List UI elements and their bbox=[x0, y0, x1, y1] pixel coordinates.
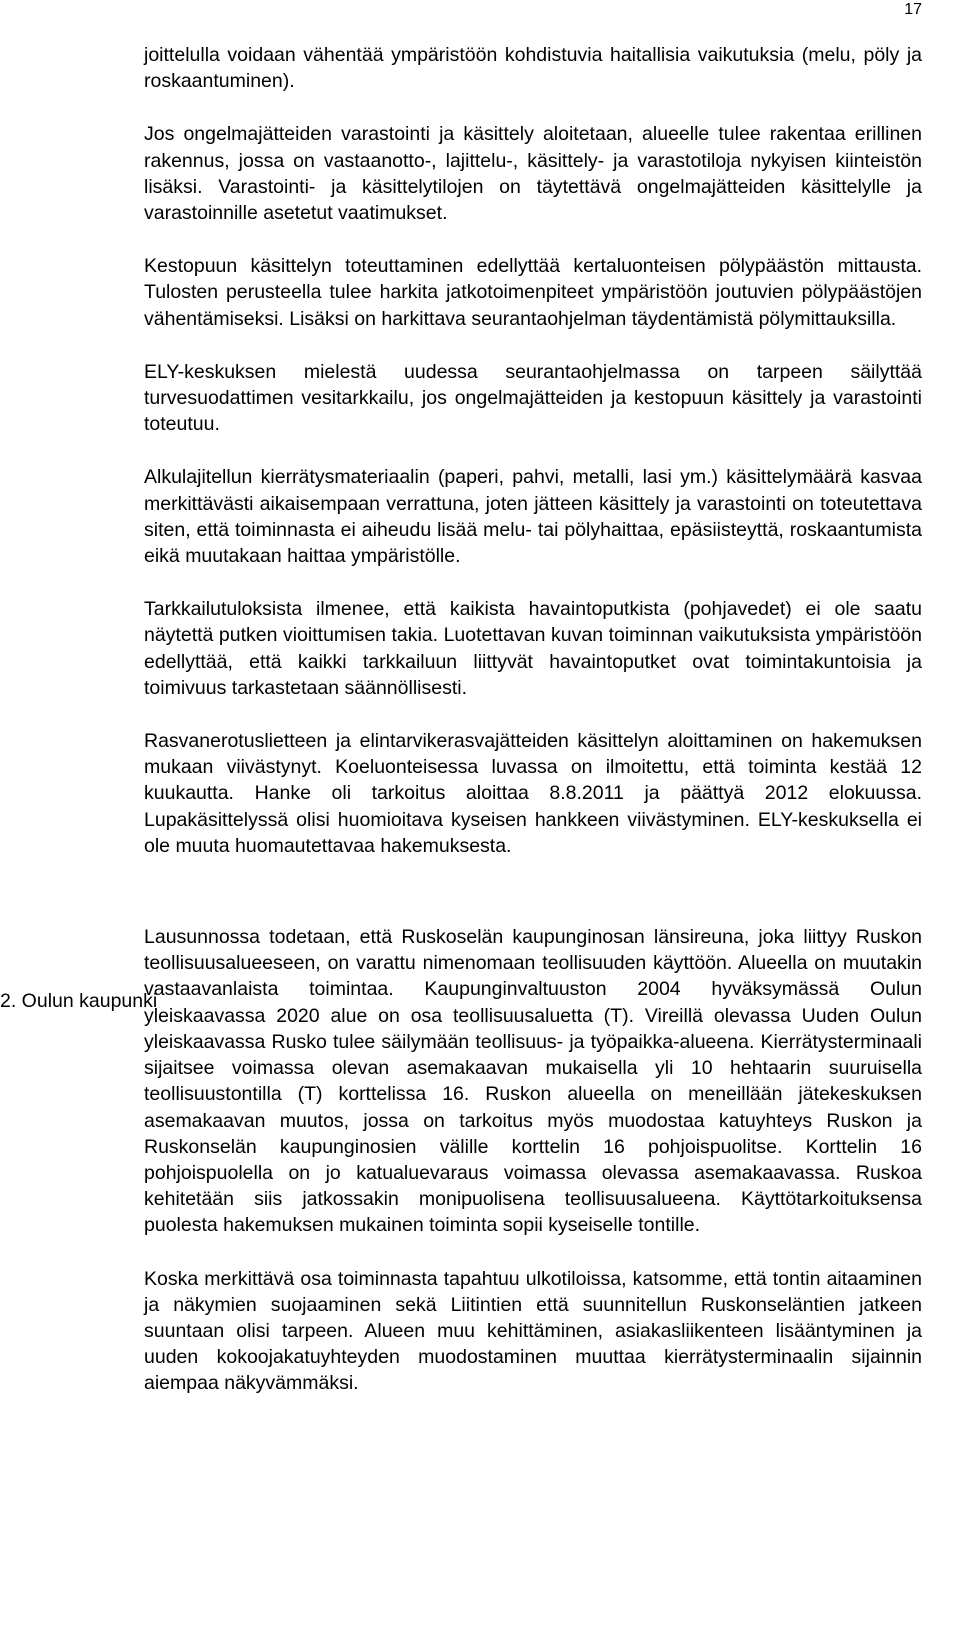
paragraph: Koska merkittävä osa toiminnasta tapahtuu ulkotiloissa, katsomme, että tontin aitaaminen ja näkymien suojaaminen sekä Liitintien että suunnitellun Ruskonseläntien jatkeen suuntaan olisi tarpeen. Alueen muu kehittäminen, asiakasliikenteen lisääntyminen ja uuden kokoojakatuyhteyden muodostaminen muuttaa kierrätysterminaalin sijainnin aiempaa näkyvämmäksi. bbox=[144, 1267, 922, 1395]
paragraph: Alkulajitellun kierrätysmateriaalin (paperi, pahvi, metalli, lasi ym.) käsittelymäärä kasvaa merkittävästi aikaisempaan verrattuna, joten jätteen käsittely ja varastointi on toteutettava siten, että toiminnasta ei aiheudu lisää melu- tai pölyhaittaa, epäsiisteyttä, roskaantumista eikä muutakaan haittaa ympäristölle. bbox=[144, 466, 922, 568]
page-number: 17 bbox=[904, 1, 922, 18]
paragraph: Rasvanerotuslietteen ja elintarvikerasvajätteiden käsittelyn aloittaminen on hakemuksen mukaan viivästynyt. Koeluonteisessa luvassa on ilmoitettu, että toiminta kestää 12 kuukautta. Hanke oli tarkoitus aloittaa 8.8.2011 ja päättyä 2012 elokuussa. Lupakäsittelyssä olisi huomioitava kyseisen hankkeen viivästyminen. ELY-keskuksella ei ole muuta huomautettavaa hakemuksesta. bbox=[144, 730, 922, 857]
paragraph: ELY-keskuksen mielestä uudessa seurantaohjelmassa on tarpeen säilyttää turvesuodattimen vesitarkkailu, jos ongelmajätteiden ja kestopuun käsittely ja varastointi toteutuu. bbox=[144, 360, 922, 436]
document-body bbox=[144, 42, 922, 1397]
paragraph: Jos ongelmajätteiden varastointi ja käsittely aloitetaan, alueelle tulee rakentaa erillinen rakennus, jossa on vastaanotto-, lajittelu-, käsittely- ja varastotiloja nykyisen kiinteistön lisäksi. Varastointi- ja käsittelytilojen on täytettävä ongelmajätteiden käsittelylle ja varastoinnille asetetut vaatimukset. bbox=[144, 123, 922, 225]
paragraph: Tarkkailutuloksista ilmenee, että kaikista havaintoputkista (pohjavedet) ei ole saatu näytettä putken vioittumisen takia. Luotettavan kuvan toiminnan vaikutuksista ympäristöön edellyttää, että kaikki tarkkailuun liittyvät havaintoputket ovat toimintakuntoisia ja toimivuus tarkastetaan säännöllisesti. bbox=[144, 598, 922, 699]
paragraph: joittelulla voidaan vähentää ympäristöön kohdistuvia haitallisia vaikutuksia (melu, pöly ja roskaantuminen). bbox=[144, 44, 922, 93]
paragraph: Kestopuun käsittelyn toteuttaminen edellyttää kertaluonteisen pölypäästön mittausta. Tulosten perusteella tulee harkita jatkotoimenpiteet ympäristöön joutuvien pölypäästöjen vähentämiseksi. Lisäksi on harkittava seurantaohjelman täydentämistä pölymittauksilla. bbox=[144, 255, 922, 330]
paragraph: Lausunnossa todetaan, että Ruskoselän kaupunginosan länsireuna, joka liittyy Ruskon teollisuusalueeseen, on varattu nimenomaan teollisuuden käyttöön. Alueella on muutakin vastaavanlaista toimintaa. Kaupunginvaltuuston 2004 hyväksymässä Oulun yleiskaavassa 2020 alue on osa teollisuusaluetta (T). Vireillä olevassa Uuden Oulun yleiskaavassa Rusko tulee säilymään teollisuus- ja työpaikka-alueena. Kierrätysterminaali sijaitsee voimassa olevan asemakaavan mukaisella yli 10 hehtaarin suuruisella teollisuustontilla (T) korttelissa 16. Ruskon alueella on meneillään jätekeskuksen asemakaavan muutos, jossa on tarkoitus myös muodostaa katuyhteys Ruskon ja Ruskonselän kaupunginosien välille korttelin 16 pohjoispuolitse. Korttelin 16 pohjoispuolella on jo katualuevaraus voimassa olevassa asemakaavassa. Ruskoa kehitetään siis jatkossakin monipuolisena teollisuusalueena. Käyttötarkoituksensa puolesta hakemuksen mukainen toiminta sopii kyseiselle tontille. bbox=[144, 926, 922, 1237]
section-label: 2. Oulun kaupunki bbox=[0, 990, 158, 1012]
